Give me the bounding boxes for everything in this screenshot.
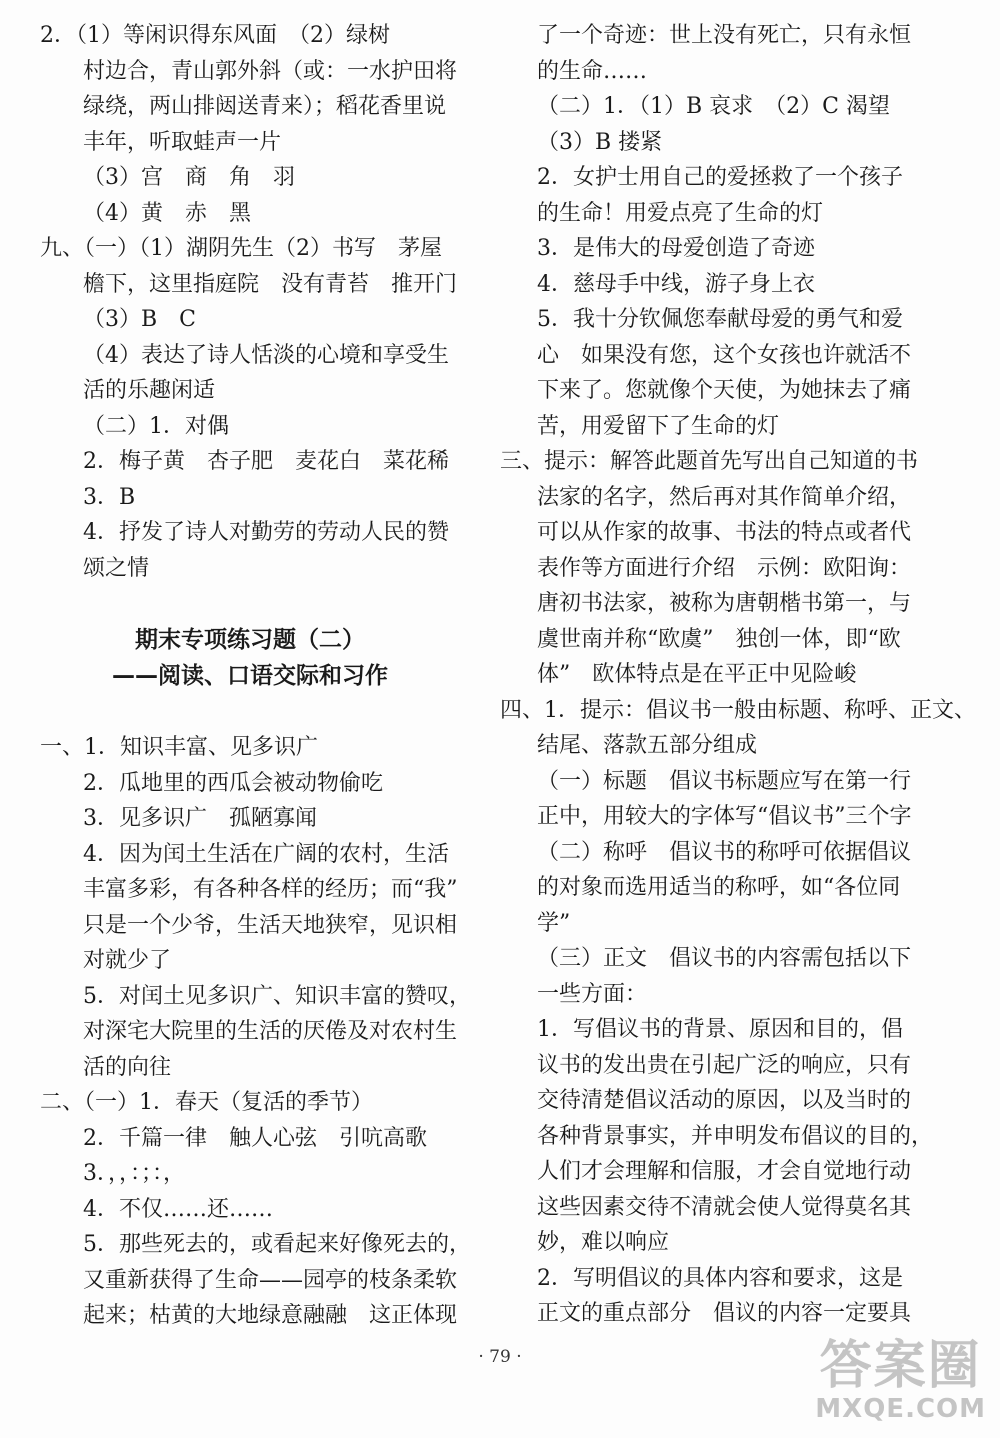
- watermark-logo: 答案圈: [819, 1336, 982, 1396]
- text-line: 妙，难以响应: [537, 1230, 670, 1255]
- text-line: 的生命！用爱点亮了生命的灯: [537, 200, 824, 226]
- text-line: 一些方面：: [537, 981, 648, 1007]
- text-line: 苦，用爱留下了生命的灯: [537, 413, 780, 439]
- text-line: 表作等方面进行介绍 示例：欧阳询：: [537, 555, 912, 581]
- watermark-url: MXQE.COM: [815, 1394, 986, 1424]
- text-line: 活的向往: [83, 1054, 172, 1080]
- text-line: 绿绕，两山排闼送青来）；稻花香里说: [83, 94, 447, 119]
- text-line: 可以从作家的故事、书法的特点或者代: [537, 520, 912, 545]
- text-line: 九、（一）（1）湖阴先生（2）书写 茅屋: [40, 236, 442, 261]
- text-line: 3．见多识广 孤陋寡闻: [83, 806, 317, 831]
- text-line: 正文的重点部分 倡议的内容一定要具: [537, 1301, 912, 1326]
- text-line: 的生命……: [537, 58, 648, 84]
- text-line: （4）黄 赤 黑: [83, 200, 251, 226]
- text-line: 4．不仅……还……: [83, 1196, 273, 1222]
- text-line: 正中，用较大的字体写“倡议书”三个字: [537, 804, 912, 829]
- text-line: 又重新获得了生命——园亭的枝条柔软: [83, 1267, 458, 1293]
- text-line: 了一个奇迹：世上没有死亡，只有永恒: [537, 23, 912, 48]
- text-line: 3．，，：；：，: [83, 1161, 185, 1186]
- text-line: 3．B: [83, 484, 136, 510]
- text-line: 丰富多彩，有各种各样的经历；而“我”: [83, 877, 458, 902]
- text-line: 村边合，青山郭外斜（或：一水护田将: [83, 58, 458, 84]
- text-line: 二、（一）1．春天（复活的季节）: [40, 1090, 373, 1115]
- text-line: 5．那些死去的，或看起来好像死去的，: [83, 1232, 471, 1257]
- text-line: 学”: [537, 910, 571, 936]
- text-line: 丰年，听取蛙声一片: [83, 129, 282, 155]
- text-line: （一）标题 倡议书标题应写在第一行: [537, 768, 912, 794]
- text-line: 2．女护士用自己的爱拯救了一个孩子: [537, 165, 903, 190]
- text-line: 人们才会理解和信服，才会自觉地行动: [537, 1159, 912, 1184]
- text-line: （三）正文 倡议书的内容需包括以下: [537, 946, 912, 971]
- text-line: 5．我十分钦佩您奉献母爱的勇气和爱: [537, 307, 903, 332]
- text-line: 议书的发出贵在引起广泛的响应，只有: [537, 1052, 912, 1078]
- section-subheading: ——阅读、口语交际和习作: [112, 663, 388, 689]
- text-line: （3）B 搂紧: [537, 129, 663, 155]
- right-column: [500, 18, 976, 1332]
- text-line: 体” 欧体特点是在平正中见险峻: [537, 662, 857, 687]
- text-line: 对深宅大院里的生活的厌倦及对农村生: [83, 1019, 458, 1044]
- text-line: （3）宫 商 角 羽: [83, 165, 295, 190]
- text-line: 这些因素交待不清就会使人觉得莫名其: [537, 1194, 912, 1220]
- text-line: 唐初书法家，被称为唐朝楷书第一，与: [537, 591, 912, 616]
- text-line: （二）1．（1）B 哀求 （2）C 渴望: [537, 94, 890, 119]
- page-number: · 79 ·: [478, 1347, 522, 1367]
- left-column: [40, 18, 471, 1334]
- text-line: （二）称呼 倡议书的称呼可依据倡议: [537, 839, 912, 865]
- text-line: 檐下，这里指庭院 没有青苔 推开门: [83, 271, 458, 297]
- text-line: 结尾、落款五部分组成: [537, 733, 758, 758]
- text-line: 活的乐趣闲适: [83, 378, 216, 403]
- text-line: 4．慈母手中线，游子身上衣: [537, 271, 815, 297]
- text-line: 颂之情: [83, 555, 150, 581]
- text-line: 3．是伟大的母爱创造了奇迹: [537, 236, 815, 261]
- section-heading: 期末专项练习题（二）: [135, 627, 365, 653]
- text-line: 虞世南并称“欧虞” 独创一体，即“欧: [537, 626, 901, 652]
- text-line: 三、提示：解答此题首先写出自己知道的书: [500, 449, 919, 474]
- text-line: 4．因为闰土生活在广阔的农村，生活: [83, 841, 449, 867]
- text-line: 2．写明倡议的具体内容和要求，这是: [537, 1265, 903, 1291]
- text-line: 4．抒发了诗人对勤劳的劳动人民的赞: [83, 520, 449, 545]
- text-line: 心 如果没有您，这个女孩也许就活不: [537, 342, 912, 368]
- text-line: 交待清楚倡议活动的原因，以及当时的: [537, 1088, 912, 1113]
- text-line: （3）B C: [83, 307, 196, 332]
- text-line: 2．瓜地里的西瓜会被动物偷吃: [83, 770, 383, 796]
- text-line: 法家的名字，然后再对其作简单介绍，: [537, 484, 912, 510]
- text-line: 四、1．提示：倡议书一般由标题、称呼、正文、: [500, 697, 976, 723]
- text-line: 起来；枯黄的大地绿意融融 这正体现: [83, 1303, 458, 1328]
- text-line: 下来了。您就像个天使，为她抹去了痛: [537, 378, 912, 403]
- text-line: 对就少了: [83, 948, 172, 973]
- text-line: 一、1．知识丰富、见多识广: [40, 735, 318, 760]
- text-line: 2．梅子黄 杏子肥 麦花白 菜花稀: [83, 449, 449, 474]
- text-line: 只是一个少爷，生活天地狭窄，见识相: [83, 912, 458, 938]
- text-line: （二）1．对偶: [83, 413, 229, 439]
- text-line: 各种背景事实，并申明发布倡议的目的，: [537, 1123, 934, 1149]
- text-line: 5．对闰土见多识广、知识丰富的赞叹，: [83, 983, 471, 1009]
- watermark: [815, 1338, 986, 1424]
- text-line: （4）表达了诗人恬淡的心境和享受生: [83, 342, 449, 368]
- text-line: 2．千篇一律 触人心弦 引吭高歌: [83, 1125, 427, 1151]
- text-line: 的对象而选用适当的称呼，如“各位同: [537, 875, 901, 900]
- text-line: 2．（1）等闲识得东风面 （2）绿树: [40, 23, 390, 48]
- text-line: 1．写倡议书的背景、原因和目的，倡: [537, 1017, 903, 1042]
